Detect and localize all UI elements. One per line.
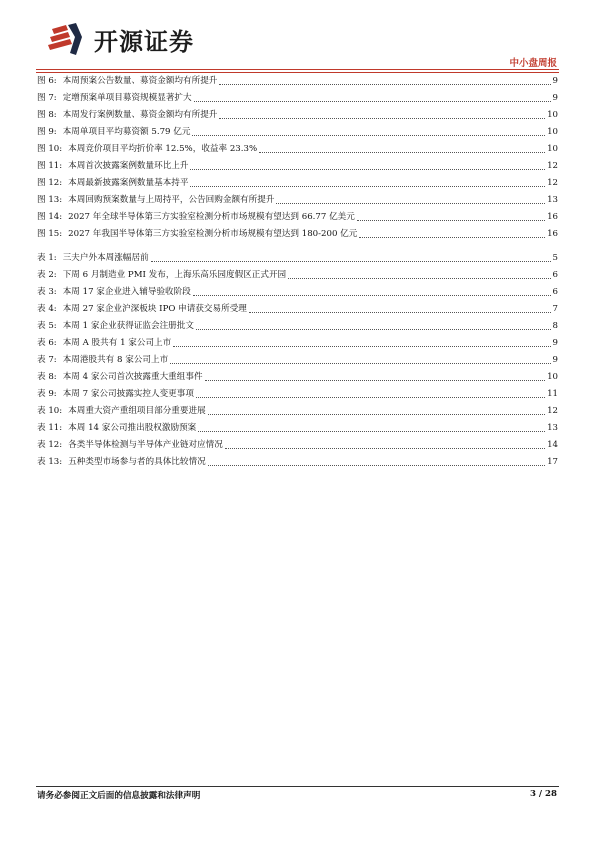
figure-entry-title: 本周首次披露案例数量环比上升 xyxy=(68,161,189,171)
table-entry[interactable] xyxy=(37,454,558,471)
figure-entry[interactable] xyxy=(37,90,558,107)
figure-entry-leader xyxy=(357,219,545,221)
table-entry-leader xyxy=(208,464,545,466)
figure-entry-label: 图 15: xyxy=(37,229,63,239)
figure-entry[interactable] xyxy=(37,107,558,124)
footer-divider xyxy=(36,786,559,787)
table-entry-title: 本周重大资产重组项目部分重要进展 xyxy=(68,406,206,416)
figure-entry[interactable] xyxy=(37,141,558,158)
table-entry-page: 7 xyxy=(552,304,558,314)
table-entry[interactable] xyxy=(37,284,558,301)
table-entry-label: 表 4: xyxy=(37,304,57,314)
figure-entry-label: 图 6: xyxy=(37,76,57,86)
table-entry-leader xyxy=(205,379,546,381)
table-entry-label: 表 10: xyxy=(37,406,63,416)
table-entry-page: 9 xyxy=(552,355,558,365)
table-entry[interactable] xyxy=(37,318,558,335)
table-entry-title: 本周 14 家公司推出股权激励预案 xyxy=(68,423,197,433)
figure-entry-title: 2027 年我国半导体第三方实验室检测分析市场规模有望达到 180-200 亿元 xyxy=(68,229,358,239)
figure-entry-title: 本周发行案例数量、募资金额均有所提升 xyxy=(62,110,218,120)
table-entry-label: 表 13: xyxy=(37,457,63,467)
figure-entry-page: 12 xyxy=(547,161,558,171)
table-entry-label: 表 7: xyxy=(37,355,57,365)
figure-entry-leader xyxy=(190,185,545,187)
figure-entry-page: 10 xyxy=(547,144,558,154)
table-entry-title: 下周 6 月制造业 PMI 发布，上海乐高乐园度假区正式开园 xyxy=(62,270,287,280)
table-entry-title: 本周 27 家企业沪深板块 IPO 申请获交易所受理 xyxy=(62,304,247,314)
table-entry-label: 表 11: xyxy=(37,423,63,433)
figure-entry-page: 13 xyxy=(547,195,558,205)
table-entry[interactable] xyxy=(37,301,558,318)
table-entry-leader xyxy=(198,430,545,432)
figure-entry-leader xyxy=(194,100,551,102)
table-entry[interactable] xyxy=(37,335,558,352)
figure-entry-title: 本周回购预案数量与上周持平，公告回购金额有所提升 xyxy=(68,195,275,205)
table-entry-label: 表 5: xyxy=(37,321,57,331)
figure-entry-label: 图 13: xyxy=(37,195,63,205)
figure-entry[interactable] xyxy=(37,175,558,192)
figure-entry-label: 图 7: xyxy=(37,93,57,103)
table-entry-page: 10 xyxy=(547,372,558,382)
figure-entry-page: 9 xyxy=(552,93,558,103)
table-entry-title: 本周港股共有 8 家公司上市 xyxy=(62,355,169,365)
table-entry-title: 本周 1 家企业获得证监会注册批文 xyxy=(62,321,194,331)
table-entry-leader xyxy=(249,311,551,313)
table-entry[interactable] xyxy=(37,369,558,386)
figure-entry[interactable] xyxy=(37,158,558,175)
table-entry-leader xyxy=(288,277,550,279)
figure-entry[interactable] xyxy=(37,226,558,243)
header-divider xyxy=(36,69,559,70)
figure-entry-page: 9 xyxy=(552,76,558,86)
figure-entry-page: 10 xyxy=(547,127,558,137)
table-entry-label: 表 12: xyxy=(37,440,63,450)
figure-entry-leader xyxy=(259,151,545,153)
figure-entry-page: 12 xyxy=(547,178,558,188)
figure-entry-leader xyxy=(276,202,545,204)
figure-entry-label: 图 12: xyxy=(37,178,63,188)
table-entry-leader xyxy=(196,396,545,398)
table-entry-page: 17 xyxy=(547,457,558,467)
report-type-label: 中小盘周报 xyxy=(509,58,557,69)
figure-list xyxy=(37,73,558,243)
page-header xyxy=(0,0,595,80)
table-entry-page: 6 xyxy=(552,270,558,280)
table-entry-leader xyxy=(208,413,545,415)
footer-disclaimer: 请务必参阅正文后面的信息披露和法律声明 xyxy=(37,791,201,801)
table-entry-label: 表 1: xyxy=(37,253,57,263)
table-entry-page: 12 xyxy=(547,406,558,416)
table-entry-label: 表 6: xyxy=(37,338,57,348)
figure-entry-label: 图 9: xyxy=(37,127,57,137)
figure-entry-title: 本周单项目平均募资额 5.79 亿元 xyxy=(62,127,191,137)
table-entry[interactable] xyxy=(37,386,558,403)
table-entry-leader xyxy=(170,362,550,364)
table-entry-page: 13 xyxy=(547,423,558,433)
table-entry-page: 5 xyxy=(552,253,558,263)
figure-entry-leader xyxy=(219,83,550,85)
table-entry-leader xyxy=(196,328,551,330)
table-entry-page: 8 xyxy=(552,321,558,331)
figure-entry-label: 图 11: xyxy=(37,161,63,171)
table-entry-title: 各类半导体检测与半导体产业链对应情况 xyxy=(68,440,223,450)
table-entry-page: 11 xyxy=(547,389,558,399)
table-entry[interactable] xyxy=(37,403,558,420)
table-entry-title: 本周 17 家企业进入辅导验收阶段 xyxy=(62,287,191,297)
table-entry[interactable] xyxy=(37,267,558,284)
table-entry-label: 表 3: xyxy=(37,287,57,297)
figure-entry-leader xyxy=(219,117,545,119)
figure-entry-title: 本周竞价项目平均折价率 12.5%，收益率 23.3% xyxy=(68,144,258,154)
brand-name: 开源证券 xyxy=(94,28,194,56)
table-entry-label: 表 8: xyxy=(37,372,57,382)
table-entry-page: 14 xyxy=(547,440,558,450)
table-entry-leader xyxy=(225,447,545,449)
table-entry-leader xyxy=(151,260,551,262)
figure-entry[interactable] xyxy=(37,73,558,90)
figure-entry-leader xyxy=(359,236,545,238)
table-entry-page: 9 xyxy=(552,338,558,348)
table-entry-label: 表 9: xyxy=(37,389,57,399)
table-list xyxy=(37,250,558,471)
figure-entry-leader xyxy=(190,168,545,170)
table-entry[interactable] xyxy=(37,250,558,267)
brand-logo xyxy=(46,22,194,57)
table-entry-page: 6 xyxy=(552,287,558,297)
figure-entry-page: 10 xyxy=(547,110,558,120)
figure-entry-label: 图 10: xyxy=(37,144,63,154)
figure-entry-title: 定增预案单项目募资规模显著扩大 xyxy=(62,93,192,103)
table-entry-leader xyxy=(193,294,551,296)
figure-entry-leader xyxy=(192,134,545,136)
table-entry-title: 本周 A 股共有 1 家公司上市 xyxy=(62,338,172,348)
table-entry[interactable] xyxy=(37,420,558,437)
figure-entry-title: 本周预案公告数量、募资金额均有所提升 xyxy=(62,76,218,86)
figure-entry-title: 本周最新披露案例数量基本持平 xyxy=(68,178,189,188)
figure-entry[interactable] xyxy=(37,192,558,209)
figure-entry-label: 图 8: xyxy=(37,110,57,120)
footer-page-number: 3 / 28 xyxy=(529,789,557,799)
table-entry[interactable] xyxy=(37,352,558,369)
figure-entry[interactable] xyxy=(37,209,558,226)
figure-entry-page: 16 xyxy=(547,212,558,222)
figure-entry-label: 图 14: xyxy=(37,212,63,222)
kaiyuan-logo-icon xyxy=(46,23,86,57)
table-entry[interactable] xyxy=(37,437,558,454)
table-entry-title: 五种类型市场参与者的具体比较情况 xyxy=(68,457,206,467)
table-entry-title: 本周 4 家公司首次披露重大重组事件 xyxy=(62,372,203,382)
table-entry-title: 三夫户外本周涨幅居前 xyxy=(62,253,149,263)
figure-entry-page: 16 xyxy=(547,229,558,239)
table-entry-label: 表 2: xyxy=(37,270,57,280)
table-entry-title: 本周 7 家公司披露实控人变更事项 xyxy=(62,389,194,399)
table-entry-leader xyxy=(173,345,550,347)
figure-entry-title: 2027 年全球半导体第三方实验室检测分析市场规模有望达到 66.77 亿美元 xyxy=(68,212,355,222)
figure-entry[interactable] xyxy=(37,124,558,141)
